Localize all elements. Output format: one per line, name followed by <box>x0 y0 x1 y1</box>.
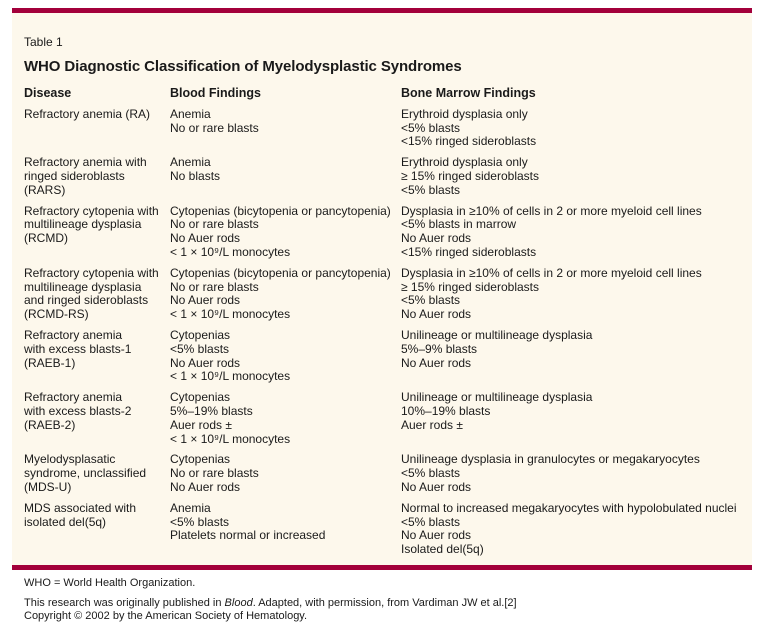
marrow-line: Isolated del(5q) <box>401 542 484 557</box>
table-label: Table 1 <box>24 35 63 49</box>
blood-line: Cytopenias (bicytopenia or pancytopenia) <box>170 203 391 218</box>
marrow-line: Dysplasia in ≥10% of cells in 2 or more myeloid cell lines <box>401 265 702 280</box>
disease-line: (RAEB-2) <box>24 417 76 432</box>
marrow-line: <5% blasts <box>401 466 461 481</box>
marrow-line: Dysplasia in ≥10% of cells in 2 or more myeloid cell lines <box>401 203 702 218</box>
blood-line: No Auer rods <box>170 293 241 308</box>
table-row <box>24 156 751 204</box>
marrow-line: No Auer rods <box>401 231 472 246</box>
blood-line: No or rare blasts <box>170 466 259 481</box>
disease-line: Refractory anemia with <box>24 155 147 170</box>
disease-line: syndrome, unclassified <box>24 466 147 481</box>
footnote-copyright: Copyright © 2002 by the American Society of Hematology. <box>24 610 308 622</box>
marrow-line: <15% ringed sideroblasts <box>401 134 537 149</box>
disease-line: with excess blasts-1 <box>24 341 132 356</box>
classification-table <box>24 87 751 564</box>
blood-line: No blasts <box>170 168 221 183</box>
blood-line: Anemia <box>170 155 211 170</box>
marrow-line: No Auer rods <box>401 479 472 494</box>
blood-line: < 1 × 10⁹/L monocytes <box>170 244 291 259</box>
cell-blood <box>170 453 401 501</box>
cell-disease <box>24 267 170 329</box>
cell-blood <box>170 156 401 204</box>
marrow-line: <5% blasts <box>401 182 461 197</box>
disease-line: (RARS) <box>24 182 66 197</box>
disease-line: Refractory anemia (RA) <box>24 106 151 121</box>
disease-line: Refractory anemia <box>24 327 123 342</box>
blood-line: Platelets normal or increased <box>170 528 326 543</box>
cell-marrow <box>401 453 751 501</box>
disease-line: multilineage dysplasia <box>24 217 142 232</box>
blood-line: < 1 × 10⁹/L monocytes <box>170 431 291 446</box>
blood-line: Cytopenias <box>170 327 231 342</box>
journal-name: Blood <box>224 597 253 609</box>
disease-line: and ringed sideroblasts <box>24 293 149 308</box>
blood-line: Cytopenias <box>170 390 231 405</box>
blood-line: <5% blasts <box>170 514 230 529</box>
cell-blood <box>170 502 401 564</box>
blood-line: < 1 × 10⁹/L monocytes <box>170 369 291 384</box>
table-row <box>24 205 751 267</box>
cell-marrow <box>401 205 751 267</box>
cell-disease <box>24 502 170 564</box>
blood-line: Cytopenias (bicytopenia or pancytopenia) <box>170 265 391 280</box>
marrow-line: Auer rods ± <box>401 417 463 432</box>
cell-blood <box>170 108 401 156</box>
blood-line: <5% blasts <box>170 341 230 356</box>
table-panel <box>12 8 752 570</box>
disease-line: (MDS-U) <box>24 479 72 494</box>
marrow-line: Unilineage or multilineage dysplasia <box>401 390 593 405</box>
disease-line: Refractory cytopenia with <box>24 265 159 280</box>
disease-line: Refractory anemia <box>24 390 123 405</box>
table-row <box>24 267 751 329</box>
table-row <box>24 502 751 564</box>
marrow-line: <15% ringed sideroblasts <box>401 244 537 259</box>
cell-disease <box>24 391 170 453</box>
blood-line: No or rare blasts <box>170 217 259 232</box>
blood-line: No Auer rods <box>170 355 241 370</box>
marrow-line: <5% blasts in marrow <box>401 217 517 232</box>
cell-marrow <box>401 502 751 564</box>
cell-marrow <box>401 108 751 156</box>
table-row <box>24 329 751 391</box>
disease-line: Refractory cytopenia with <box>24 203 159 218</box>
marrow-line: Normal to increased megakaryocytes with hypolobulated nuclei <box>401 500 737 515</box>
marrow-line: <5% blasts <box>401 514 461 529</box>
cell-blood <box>170 267 401 329</box>
footnote-source <box>24 597 517 610</box>
marrow-line: <5% blasts <box>401 120 461 135</box>
cell-disease <box>24 453 170 501</box>
blood-line: Auer rods ± <box>170 417 232 432</box>
blood-line: 5%–19% blasts <box>170 403 253 418</box>
cell-disease <box>24 329 170 391</box>
marrow-line: ≥ 15% ringed sideroblasts <box>401 279 539 294</box>
disease-line: MDS associated with <box>24 500 137 515</box>
disease-line: with excess blasts-2 <box>24 403 132 418</box>
marrow-line: 10%–19% blasts <box>401 403 491 418</box>
marrow-line: Erythroid dysplasia only <box>401 155 528 170</box>
table-title: WHO Diagnostic Classification of Myelodysplastic Syndromes <box>24 58 462 75</box>
marrow-line: No Auer rods <box>401 307 472 322</box>
disease-line: Myelodysplasatic <box>24 452 116 467</box>
disease-line: isolated del(5q) <box>24 514 107 529</box>
footnote-abbrev: WHO = World Health Organization. <box>24 577 196 589</box>
blood-line: No Auer rods <box>170 479 241 494</box>
blood-line: No or rare blasts <box>170 120 259 135</box>
marrow-line: ≥ 15% ringed sideroblasts <box>401 168 539 183</box>
cell-blood <box>170 205 401 267</box>
blood-line: No or rare blasts <box>170 279 259 294</box>
blood-line: No Auer rods <box>170 231 241 246</box>
table-row <box>24 391 751 453</box>
disease-line: multilineage dysplasia <box>24 279 142 294</box>
cell-marrow <box>401 391 751 453</box>
marrow-line: No Auer rods <box>401 355 472 370</box>
source-text: This research was originally published in <box>24 597 225 609</box>
table-row <box>24 108 751 156</box>
header-marrow: Bone Marrow Findings <box>401 86 536 100</box>
marrow-line: Erythroid dysplasia only <box>401 106 528 121</box>
header-disease: Disease <box>24 86 72 100</box>
marrow-line: 5%–9% blasts <box>401 341 478 356</box>
cell-blood <box>170 329 401 391</box>
cell-disease <box>24 156 170 204</box>
disease-line: ringed sideroblasts <box>24 168 125 183</box>
marrow-line: Unilineage or multilineage dysplasia <box>401 327 593 342</box>
header-blood: Blood Findings <box>170 86 261 100</box>
disease-line: (RCMD-RS) <box>24 307 89 322</box>
marrow-line: <5% blasts <box>401 293 461 308</box>
disease-line: (RCMD) <box>24 231 68 246</box>
marrow-line: No Auer rods <box>401 528 472 543</box>
blood-line: Cytopenias <box>170 452 231 467</box>
cell-blood <box>170 391 401 453</box>
table-row <box>24 453 751 501</box>
disease-line: (RAEB-1) <box>24 355 76 370</box>
cell-marrow <box>401 329 751 391</box>
cell-marrow <box>401 156 751 204</box>
blood-line: Anemia <box>170 500 211 515</box>
source-text-cont: . Adapted, with permission, from Vardiman JW et al.[2] <box>252 597 517 609</box>
marrow-line: Unilineage dysplasia in granulocytes or megakaryocytes <box>401 452 700 467</box>
cell-disease <box>24 108 170 156</box>
cell-disease <box>24 205 170 267</box>
cell-marrow <box>401 267 751 329</box>
blood-line: < 1 × 10⁹/L monocytes <box>170 307 291 322</box>
blood-line: Anemia <box>170 106 211 121</box>
